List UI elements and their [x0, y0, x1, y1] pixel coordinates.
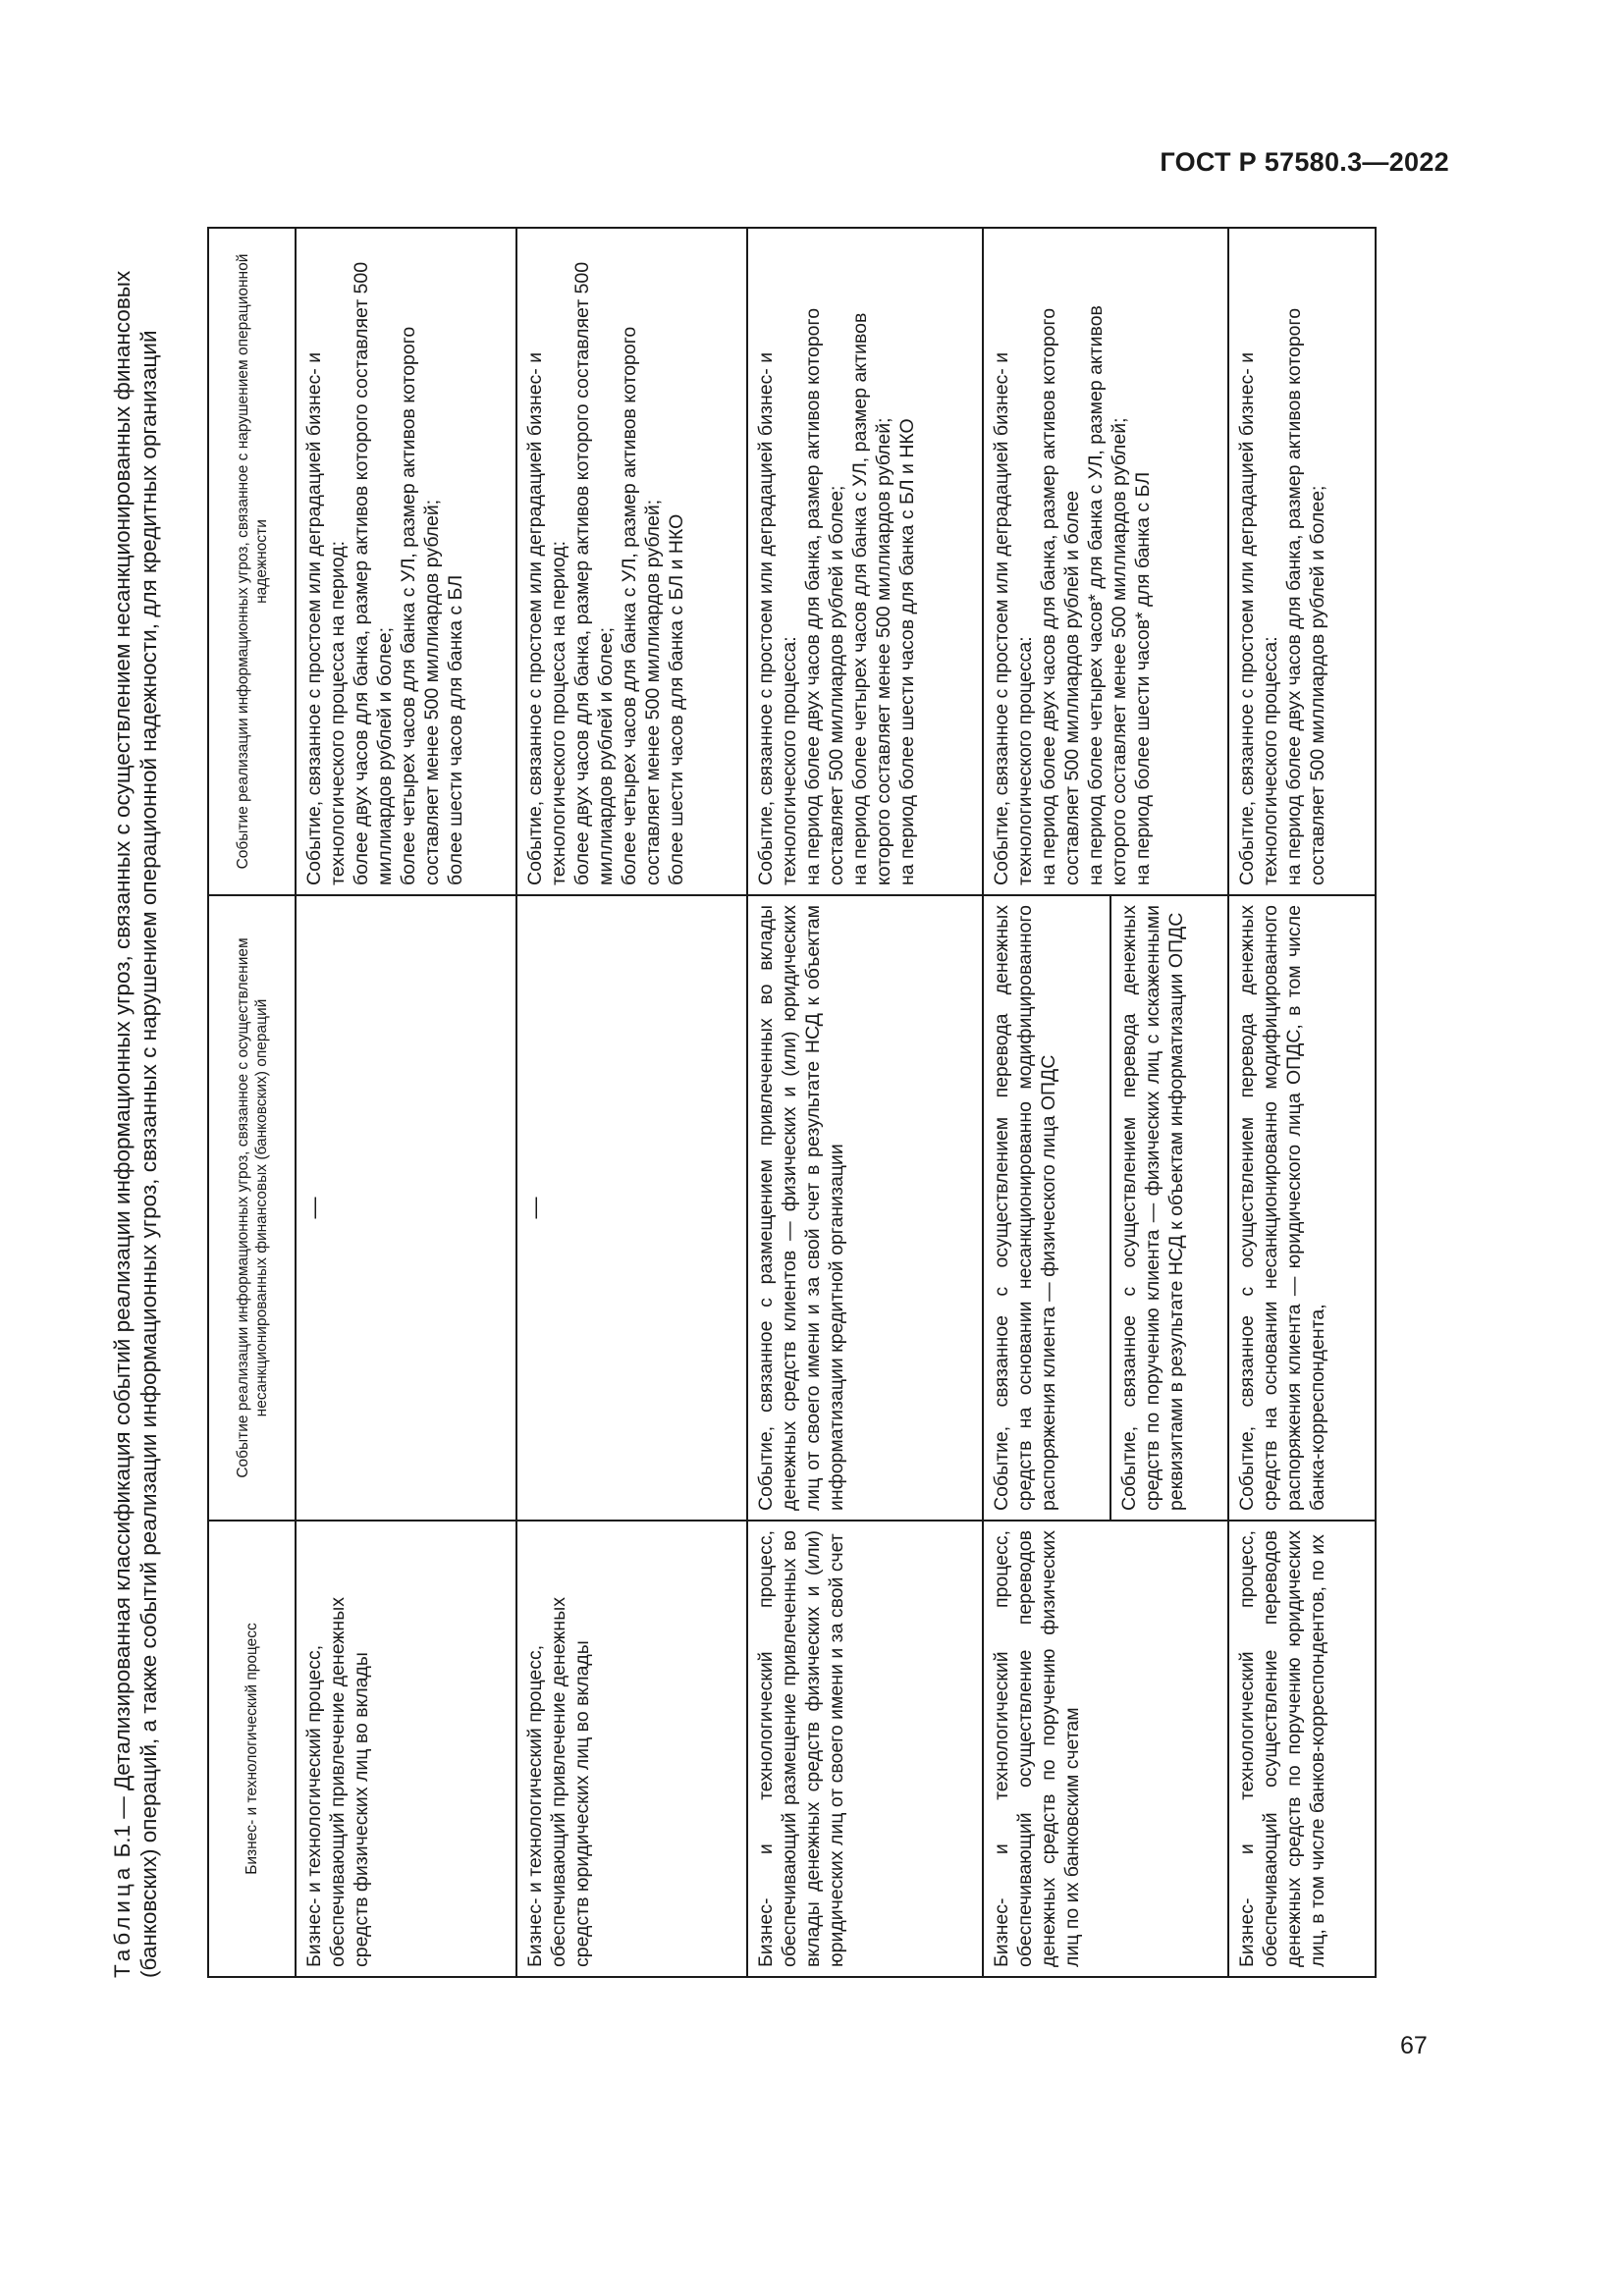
header-operational-event: Событие реализации информационных угроз, связанное с нарушением операционной надежности — [208, 228, 296, 895]
financial-event-cell: Событие, связанное с осуществлением перевода денежных средств по поручению клиента — физических лиц с искаженными реквизитами в результате НСД к объектам информатизации ОПДС — [1110, 895, 1228, 1521]
op-event-line: более шести часов для банка с БЛ — [445, 574, 466, 885]
financial-event-cell: — — [296, 895, 516, 1521]
op-event-line: на период более четырех часов для банка с УЛ, размер активов которого составляет менее 500 миллиардов рублей; — [849, 312, 894, 885]
classification-table — [207, 227, 1377, 1978]
operational-event-cell — [296, 228, 516, 895]
table-header-row — [208, 228, 296, 1977]
standard-code: ГОСТ Р 57580.3—2022 — [1160, 147, 1449, 177]
table-row — [747, 228, 983, 1977]
operational-event-cell — [983, 228, 1228, 895]
operational-event-cell — [747, 228, 983, 895]
table-caption-text: Б.1 — Детализированная классификация событий реализации информационных угроз, связанных с осуществлением несанкционированных финансовых (банковских) операций, а также событий реализации информационных угроз, связанных с нарушением операционной надежности, для кредитных организаций — [110, 270, 161, 1978]
op-event-line: более двух часов для банка, размер активов которого составляет 500 миллиардов рублей и более; — [571, 261, 617, 885]
table-caption — [109, 231, 162, 1978]
operational-event-cell — [1228, 228, 1376, 895]
op-event-line: Событие, связанное с простоем или деградацией бизнес- и технологического процесса: — [991, 351, 1036, 885]
process-cell: Бизнес- и технологический процесс, обеспечивающий привлечение денежных средств физических лиц во вклады — [296, 1521, 516, 1977]
op-event-line: Событие, связанное с простоем или деградацией бизнес- и технологического процесса: — [1236, 351, 1281, 885]
header-process: Бизнес- и технологический процесс — [208, 1521, 296, 1977]
op-event-line: Событие, связанное с простоем или деградацией бизнес- и технологического процесса на период: — [303, 351, 349, 885]
op-event-line: более четырех часов для банка с УЛ, размер активов которого составляет менее 500 миллиардов рублей; — [619, 326, 664, 885]
op-event-line: на период более двух часов для банка, размер активов которого составляет 500 миллиардов рублей и более; — [1283, 307, 1328, 885]
op-event-line: на период более шести часов для банка с БЛ и НКО — [896, 418, 918, 885]
table-row — [983, 228, 1110, 1977]
op-event-line: более двух часов для банка, размер активов которого составляет 500 миллиардов рублей и более; — [351, 261, 396, 885]
table-row — [1228, 228, 1376, 1977]
financial-event-cell: Событие, связанное с размещением привлеченных во вклады денежных средств клиентов — физических и (или) юридических лиц от своего имени и за свой счет в результате НСД к объектам информатизации кредитной организации — [747, 895, 983, 1521]
financial-event-cell: Событие, связанное с осуществлением перевода денежных средств на основании несанкционированно модифицированного распоряжения клиента — физического лица ОПДС — [983, 895, 1110, 1521]
op-event-line: Событие, связанное с простоем или деградацией бизнес- и технологического процесса на период: — [524, 351, 569, 885]
process-cell: Бизнес- и технологический процесс, обеспечивающий привлечение денежных средств юридических лиц во вклады — [516, 1521, 747, 1977]
financial-event-cell: — — [516, 895, 747, 1521]
op-event-line: более шести часов для банка с БЛ и НКО — [666, 513, 687, 885]
op-event-line: на период более четырех часов* для банка с УЛ, размер активов которого составляет менее 500 миллиардов рублей; — [1085, 305, 1130, 885]
header-financial-event: Событие реализации информационных угроз, связанное с осуществлением несанкционированных финансовых (банковских) операций — [208, 895, 296, 1521]
process-cell: Бизнес- и технологический процесс, обеспечивающий осуществление переводов денежных средств по поручению физических лиц по их банковским счетам — [983, 1521, 1228, 1977]
process-cell: Бизнес- и технологический процесс, обеспечивающий размещение привлеченных во вклады денежных средств физических и (или) юридических лиц от своего имени и за свой счет — [747, 1521, 983, 1977]
table-row — [296, 228, 516, 1977]
op-event-line: Событие, связанное с простоем или деградацией бизнес- и технологического процесса: — [755, 351, 800, 885]
financial-event-cell: Событие, связанное с осуществлением перевода денежных средств на основании несанкционированно модифицированного распоряжения клиента — юридического лица ОПДС, в том числе банка-корреспондента, — [1228, 895, 1376, 1521]
table-caption-prefix: Таблица — [110, 1863, 135, 1978]
table-row — [516, 228, 747, 1977]
op-event-line: на период более двух часов для банка, размер активов которого составляет 500 миллиардов рублей и более; — [802, 307, 847, 885]
op-event-line: более четырех часов для банка с УЛ, размер активов которого составляет менее 500 миллиардов рублей; — [398, 326, 443, 885]
op-event-line: на период более шести часов* для банка с БЛ — [1132, 471, 1154, 885]
process-cell: Бизнес- и технологический процесс, обеспечивающий осуществление переводов денежных средств по поручению юридических лиц, в том числе банков-корреспондентов, по их — [1228, 1521, 1376, 1977]
page-number: 67 — [1400, 2032, 1428, 2059]
operational-event-cell — [516, 228, 747, 895]
op-event-line: на период более двух часов для банка, размер активов которого составляет 500 миллиардов рублей и более — [1038, 307, 1083, 885]
rotated-content — [109, 216, 1444, 1978]
